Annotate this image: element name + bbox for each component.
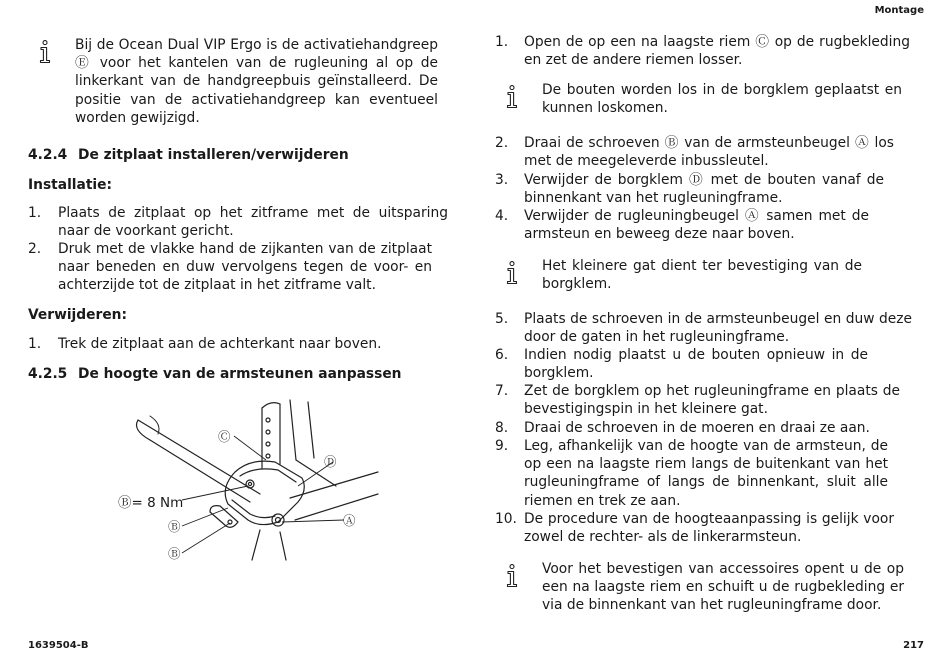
list-text: Draai de schroeven Ⓑ van de armsteunbeugel Ⓐ los met de meegeleverde inbussleutel. [524,135,894,170]
info-icon [505,564,519,588]
info-icon [38,40,52,64]
list-text: Plaats de zitplaat op het zitframe met de uitsparing naar de voorkant gericht. [58,205,448,240]
list-text: De procedure van de hoogteaanpassing is gelijk voor zowel de rechter- als de linkerarmsteun. [524,511,894,546]
running-header: Montage [874,5,924,16]
section-number: 4.2.5 [28,366,68,382]
info-icon [505,261,519,285]
document-number: 1639504-B [28,640,89,651]
info-icon [505,85,519,109]
list-text: Verwijder de rugleuningbeugel Ⓐ samen met de armsteun en beweeg deze naar boven. [524,208,869,243]
callout-c: Ⓒ [218,429,231,444]
list-text: Trek de zitplaat aan de achterkant naar boven. [58,336,382,352]
torque-spec: Ⓑ= 8 Nm [118,495,184,511]
section-heading [28,366,402,382]
list-text: Druk met de vlakke hand de zijkanten van de zitplaat naar beneden en duw vervolgens tegen de voor- en achterzijde tot de zitplaat in het zitframe valt. [58,241,432,294]
list-text: Verwijder de borgklem Ⓓ met de bouten vanaf de binnenkant van het rugleuningframe. [524,172,884,207]
list-number: 2. [495,135,509,151]
info-note-text: Voor het bevestigen van accessoires opent u de op een na laagste riem en schuift u de rugbekleding er via de binnenkant van het rugleuningframe door. [542,561,904,614]
list-number: 9. [495,438,509,454]
list-text: Draai de schroeven in de moeren en draai ze aan. [524,420,870,436]
section-title: De zitplaat installeren/verwijderen [78,147,349,163]
callout-b: Ⓑ [168,519,181,534]
install-heading: Installatie: [28,177,113,193]
list-number: 1. [28,205,42,221]
list-number: 6. [495,347,509,363]
callout-b: Ⓑ [168,546,181,561]
list-text: Indien nodig plaatst u de bouten opnieuw in de borgklem. [524,347,868,382]
armrest-diagram [110,390,380,565]
callout-d: Ⓓ [324,454,337,469]
list-number: 3. [495,172,509,188]
list-number: 1. [28,336,42,352]
info-note-text: Het kleinere gat dient ter bevestiging van de borgklem. [542,258,862,293]
info-note-text: Bij de Ocean Dual VIP Ergo is de activatiehandgreep Ⓔ voor het kantelen van de rugleuning al op de linkerkant van de handgreepbuis geïnstalleerd. De positie van de activatiehandgreep kan eventueel worden gewijzigd. [75,37,438,126]
list-number: 2. [28,241,42,257]
section-title: De hoogte van de armsteunen aanpassen [78,366,402,382]
list-text: Open de op een na laagste riem Ⓒ op de rugbekleding en zet de andere riemen losser. [524,34,910,69]
section-heading [28,147,349,163]
list-text: Zet de borgklem op het rugleuningframe en plaats de bevestigingspin in het kleinere gat. [524,383,900,418]
list-text: Plaats de schroeven in de armsteunbeugel en duw deze door de gaten in het rugleuningframe. [524,311,912,346]
callout-a: Ⓐ [343,513,356,528]
list-number: 1. [495,34,509,50]
section-number: 4.2.4 [28,147,68,163]
list-number: 4. [495,208,509,224]
info-note-text: De bouten worden los in de borgklem geplaatst en kunnen loskomen. [542,82,902,117]
list-number: 7. [495,383,509,399]
list-number: 8. [495,420,509,436]
remove-heading: Verwijderen: [28,307,128,323]
list-number: 10. [495,511,517,527]
list-number: 5. [495,311,509,327]
page-number: 217 [903,640,924,651]
list-text: Leg, afhankelijk van de hoogte van de armsteun, de op een na laagste riem langs de buitenkant van het rugleuningframe of langs de binnenkant, sluit alle riemen en trek ze aan. [524,438,888,509]
